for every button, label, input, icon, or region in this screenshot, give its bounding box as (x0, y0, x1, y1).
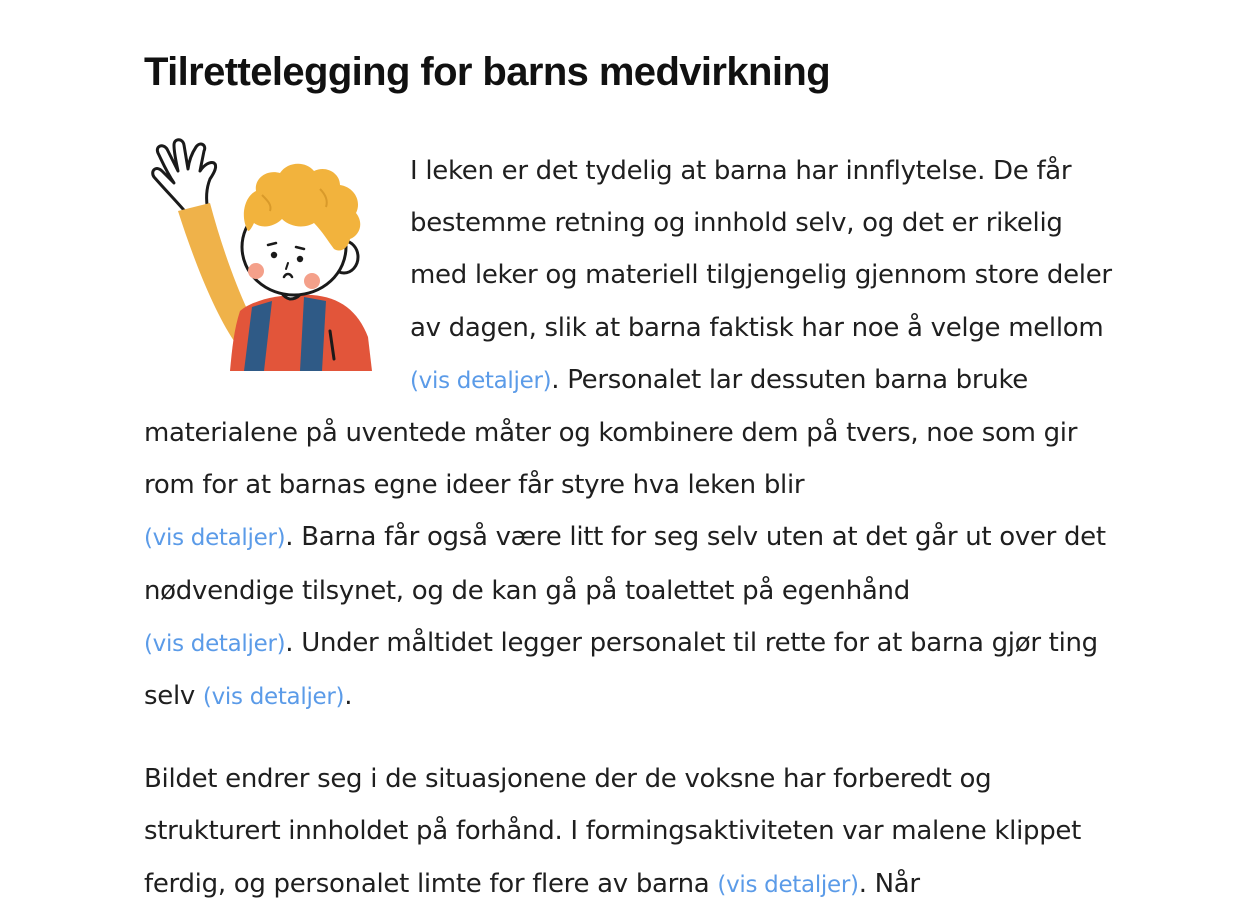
waving-child-illustration (144, 131, 382, 371)
paragraph-1-text-1: I leken er det tydelig at barna har innflytelse. De får bestemme retning og innhold selv, og det er rikelig med leker og materiell tilgjengelig gjennom store deler av dagen, slik at barna faktisk har noe å velge mellom (410, 156, 1112, 343)
details-link-1[interactable]: (vis detaljer) (410, 367, 552, 394)
page-title: Tilrettelegging for barns medvirkning (144, 50, 831, 94)
paragraph-2-text-1: Bildet endrer seg i de situasjonene der de voksne har forberedt og strukturert innholdet på forhånd. I formingsaktiviteten var malene klippet ferdig, og personalet limte for flere av barna (144, 764, 1082, 899)
paragraph-1 (144, 145, 1116, 723)
details-link-3[interactable]: (vis detaljer) (144, 630, 286, 657)
details-link-2[interactable]: (vis detaljer) (144, 525, 286, 552)
paragraph-1-text-4: . Under måltidet legger personalet til rette for at barna gjør ting selv (144, 627, 1098, 712)
paragraph-2 (144, 753, 1116, 911)
paragraph-1-text-5: . (344, 681, 353, 712)
details-link-5[interactable]: (vis detaljer) (717, 871, 859, 898)
article (144, 40, 1116, 911)
details-link-4[interactable]: (vis detaljer) (202, 684, 345, 711)
paragraph-1-text-3: . Barna får også være litt for seg selv uten at det går ut over det nødvendige tilsynet, og de kan gå på toalettet på egenhånd (144, 522, 1106, 606)
paragraph-1-text-2: . Personalet lar dessuten barna bruke materialene på uventede måter og kombinere dem på tvers, noe som gir rom for at barnas egne ideer får styre hva leken blir (144, 364, 1078, 501)
paragraph-2-text-2: . Når (858, 868, 920, 899)
